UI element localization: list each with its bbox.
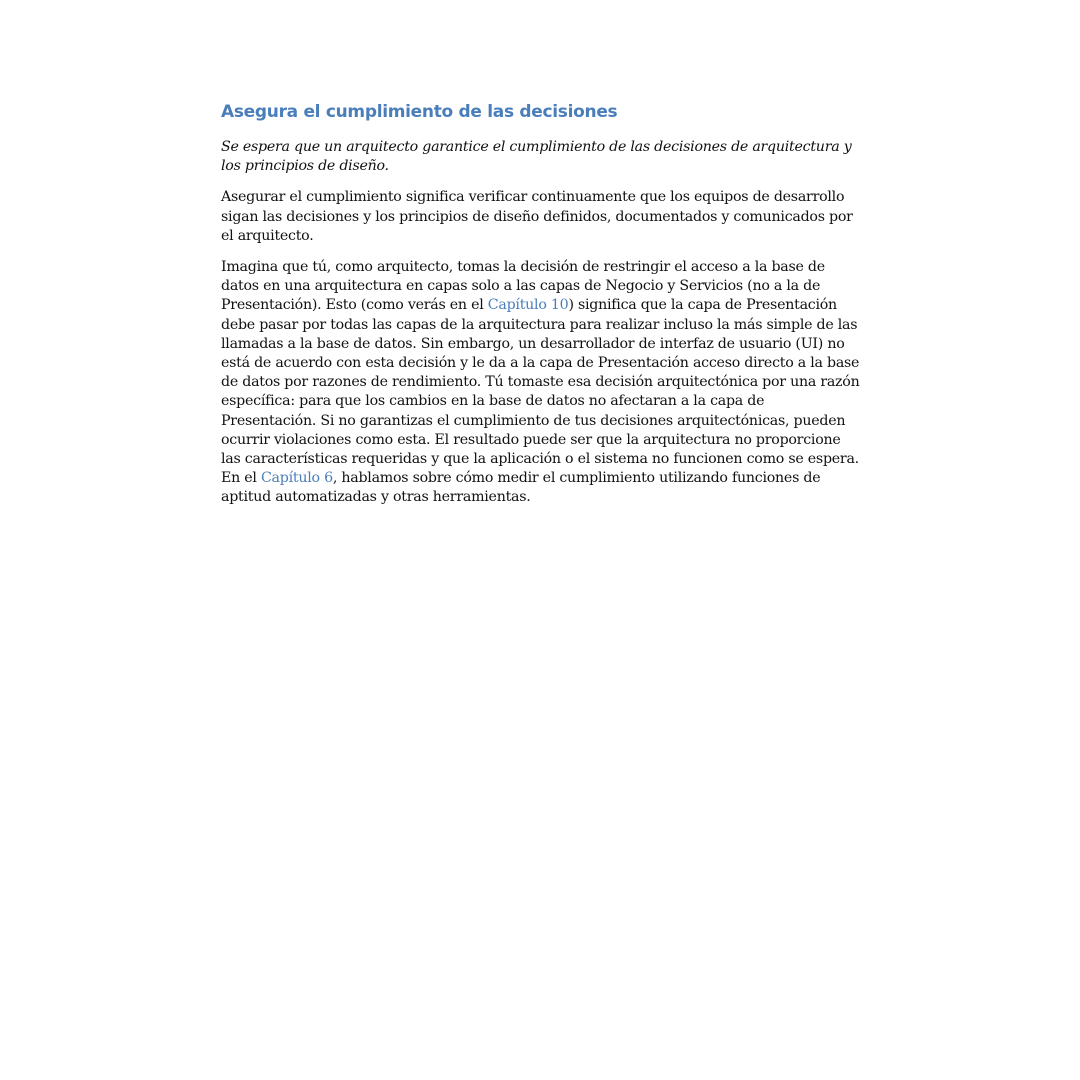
- body-paragraph-1: Asegurar el cumplimiento significa verificar continuamente que los equipos de desarrollo sigan las decisiones y los principios de diseño definidos, documentados y comunicados por el arquitecto.: [221, 189, 853, 244]
- chapter-10-link[interactable]: Capítulo 10: [487, 297, 569, 314]
- section-heading: Asegura el cumplimiento de las decisiones: [221, 102, 618, 122]
- section-content: [221, 100, 861, 520]
- paragraph-2-text-part-2: ) significa que la capa de Presentación debe pasar por todas las capas de la arquitectura para realizar incluso la más simple de las llamadas a la base de datos. Sin embargo, un desarrollador de interfaz de usuario (UI) no está de acuerdo con esta decisión y le da a la capa de Presentación acceso directo a la base de datos por razones de rendimiento. Tú tomaste esa decisión arquitectónica por una razón específica: para que los cambios en la base de datos no afectaran a la capa de Presentación. Si no garantizas el cumplimiento de tus decisiones arquitectónicas, pueden ocurrir violaciones como esta. El resultado puede ser que la arquitectura no proporcione las características requeridas y que la aplicación o el sistema no funcionen como se espera. En el: [221, 297, 860, 487]
- chapter-6-link[interactable]: Capítulo 6: [260, 470, 333, 487]
- body-paragraph-2: [221, 258, 861, 508]
- paragraph-2-text-part-3: , hablamos sobre cómo medir el cumplimiento utilizando funciones de aptitud automatizadas y otras herramientas.: [221, 470, 821, 506]
- intro-italic-paragraph: Se espera que un arquitecto garantice el cumplimiento de las decisiones de arquitectura y los principios de diseño.: [221, 139, 852, 175]
- paragraph-2-text-part-1: Imagina que tú, como arquitecto, tomas la decisión de restringir el acceso a la base de datos en una arquitectura en capas solo a las capas de Negocio y Servicios (no a la de Presentación). Esto (como verás en el: [221, 259, 825, 314]
